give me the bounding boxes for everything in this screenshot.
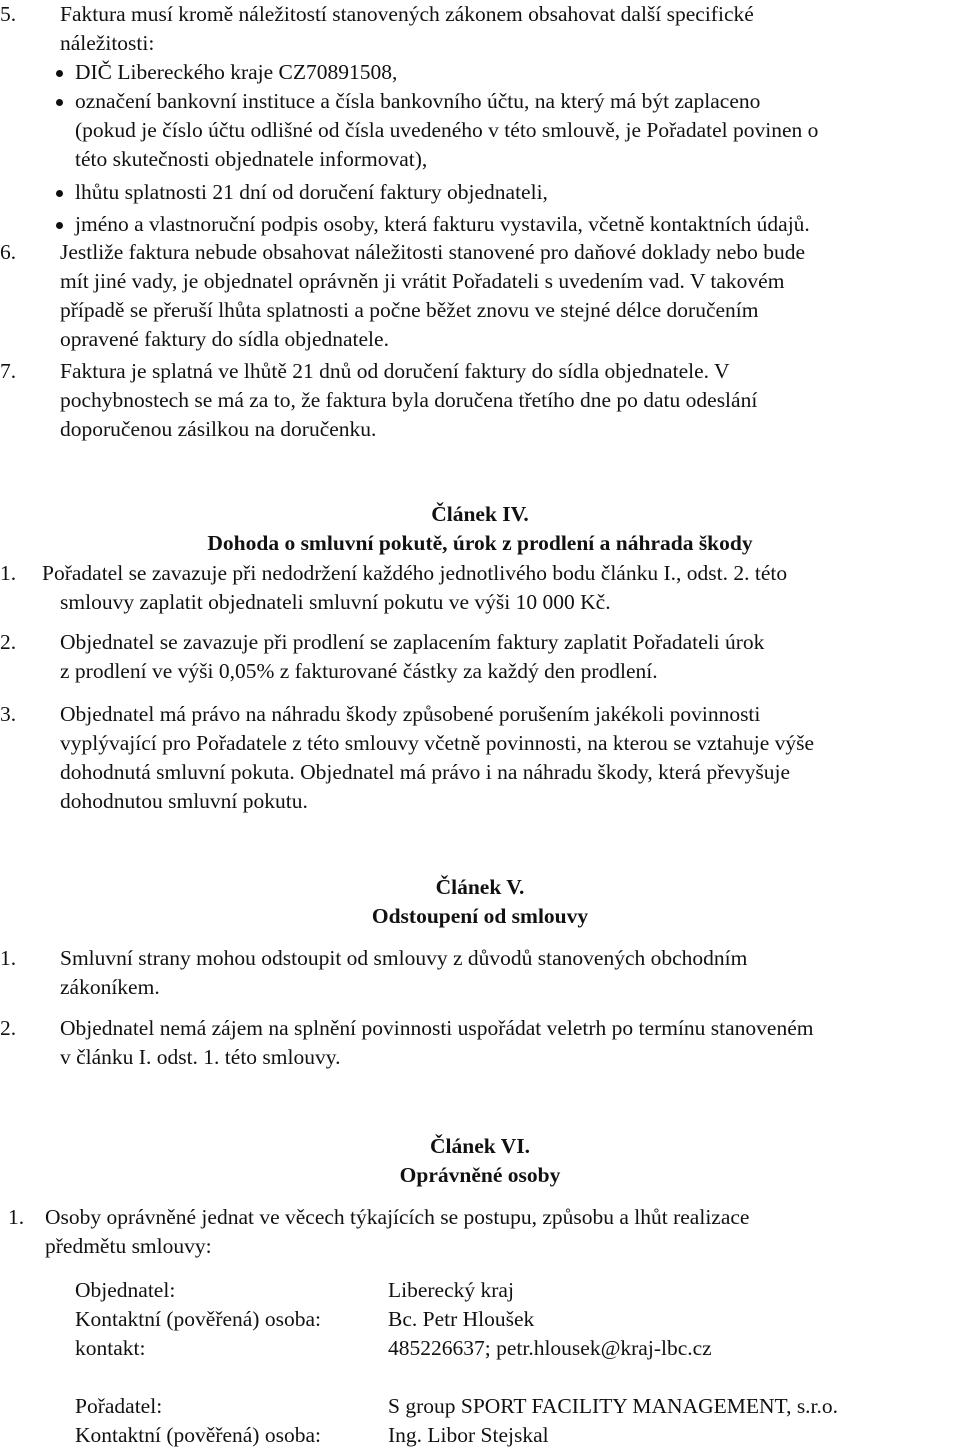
section-6-number: 6. (0, 240, 17, 264)
section-7-number: 7. (0, 359, 17, 383)
text-line: Jestliže faktura nebude obsahovat náležitosti stanovené pro daňové doklady nebo bude (60, 240, 806, 264)
person-value: Bc. Petr Hloušek (388, 1307, 535, 1331)
section-6-text (60, 238, 956, 354)
article-4-item-3 (60, 700, 956, 816)
item-number: 3. (0, 702, 17, 726)
text-line: jméno a vlastnoruční podpis osoby, která fakturu vystavila, včetně kontaktních údajů. (75, 212, 810, 236)
person-label: Kontaktní (pověřená) osoba: (75, 1307, 321, 1331)
person-value: Liberecký kraj (388, 1278, 514, 1302)
text-line: označení bankovní instituce a čísla bankovního účtu, na který má být zaplaceno (75, 89, 761, 113)
article-6-title: Oprávněné osoby (399, 1163, 561, 1187)
text-line: dohodnutou smluvní pokutu. (60, 789, 308, 813)
article-5-title: Odstoupení od smlouvy (371, 904, 589, 928)
article-4-heading: Článek IV. (431, 502, 529, 526)
person-label: Pořadatel: (75, 1394, 163, 1418)
text-line: Osoby oprávněné jednat ve věcech týkajících se postupu, způsobu a lhůt realizace (45, 1205, 750, 1229)
person-value: Ing. Libor Stejskal (388, 1423, 549, 1447)
text-line: Objednatel se zavazuje při prodlení se zaplacením faktury zaplatit Pořadateli úrok (60, 630, 765, 654)
article-5-heading: Článek V. (435, 875, 525, 899)
text-line: Objednatel nemá zájem na splnění povinnosti uspořádat veletrh po termínu stanoveném (60, 1016, 814, 1040)
section-5-intro (60, 0, 956, 58)
text-line: Faktura je splatná ve lhůtě 21 dnů od doručení faktury do sídla objednatele. V (60, 359, 730, 383)
person-value: S group SPORT FACILITY MANAGEMENT, s.r.o. (388, 1394, 839, 1418)
text-line: v článku I. odst. 1. této smlouvy. (60, 1045, 341, 1069)
person-label: Objednatel: (75, 1278, 176, 1302)
person-label: Kontaktní (pověřená) osoba: (75, 1423, 321, 1447)
text-line: doporučenou zásilkou na doručenku. (60, 417, 377, 441)
section-5-number: 5. (0, 2, 17, 26)
text-line: případě se přeruší lhůta splatnosti a počne běžet znovu ve stejné délce doručením (60, 298, 759, 322)
text-line: DIČ Libereckého kraje CZ70891508, (75, 60, 398, 84)
article-4-item-1 (42, 559, 956, 617)
article-4-title: Dohoda o smluvní pokutě, úrok z prodlení a náhrada škody (207, 531, 753, 555)
text-line: této skutečnosti objednatele informovat), (75, 147, 428, 171)
text-line: Smluvní strany mohou odstoupit od smlouvy z důvodů stanovených obchodním (60, 946, 748, 970)
article-6-item-1 (45, 1203, 956, 1261)
item-number: 1. (0, 946, 17, 970)
item-number: 1. (8, 1205, 25, 1229)
text-line: předmětu smlouvy: (45, 1234, 212, 1258)
text-line: lhůtu splatnosti 21 dní od doručení faktury objednateli, (75, 180, 548, 204)
person-label: kontakt: (75, 1336, 146, 1360)
text-line: Pořadatel se zavazuje při nedodržení každého jednotlivého bodu článku I., odst. 2. této (42, 561, 788, 585)
text-line: (pokud je číslo účtu odlišné od čísla uvedeného v této smlouvě, je Pořadatel povinen o (75, 118, 819, 142)
person-value: 485226637; petr.hlousek@kraj-lbc.cz (388, 1336, 712, 1360)
text-line: z prodlení ve výši 0,05% z fakturované částky za každý den prodlení. (60, 659, 658, 683)
text-line: náležitosti: (60, 31, 155, 55)
text-line: dohodnutá smluvní pokuta. Objednatel má právo i na náhradu škody, která převyšuje (60, 760, 791, 784)
text-line: mít jiné vady, je objednatel oprávněn ji vrátit Pořadateli s uvedením vad. V takovém (60, 269, 785, 293)
text-line: Faktura musí kromě náležitostí stanovených zákonem obsahovat další specifické (60, 2, 754, 26)
item-number: 1. (0, 561, 17, 585)
text-line: pochybnostech se má za to, že faktura byla doručena třetího dne po datu odeslání (60, 388, 758, 412)
text-line: vyplývající pro Pořadatele z této smlouvy včetně povinnosti, na kterou se vztahuje výše (60, 731, 815, 755)
article-5-item-1 (60, 944, 956, 1002)
article-5-item-2 (60, 1014, 956, 1072)
section-7-text (60, 357, 956, 444)
article-6-heading: Článek VI. (430, 1134, 530, 1158)
article-4-item-2 (60, 628, 956, 686)
text-line: zákoníkem. (60, 975, 160, 999)
item-number: 2. (0, 1016, 17, 1040)
text-line: smlouvy zaplatit objednateli smluvní pokutu ve výši 10 000 Kč. (60, 590, 611, 614)
item-number: 2. (0, 630, 17, 654)
text-line: Objednatel má právo na náhradu škody způsobené porušením jakékoli povinnosti (60, 702, 761, 726)
text-line: opravené faktury do sídla objednatele. (60, 327, 389, 351)
